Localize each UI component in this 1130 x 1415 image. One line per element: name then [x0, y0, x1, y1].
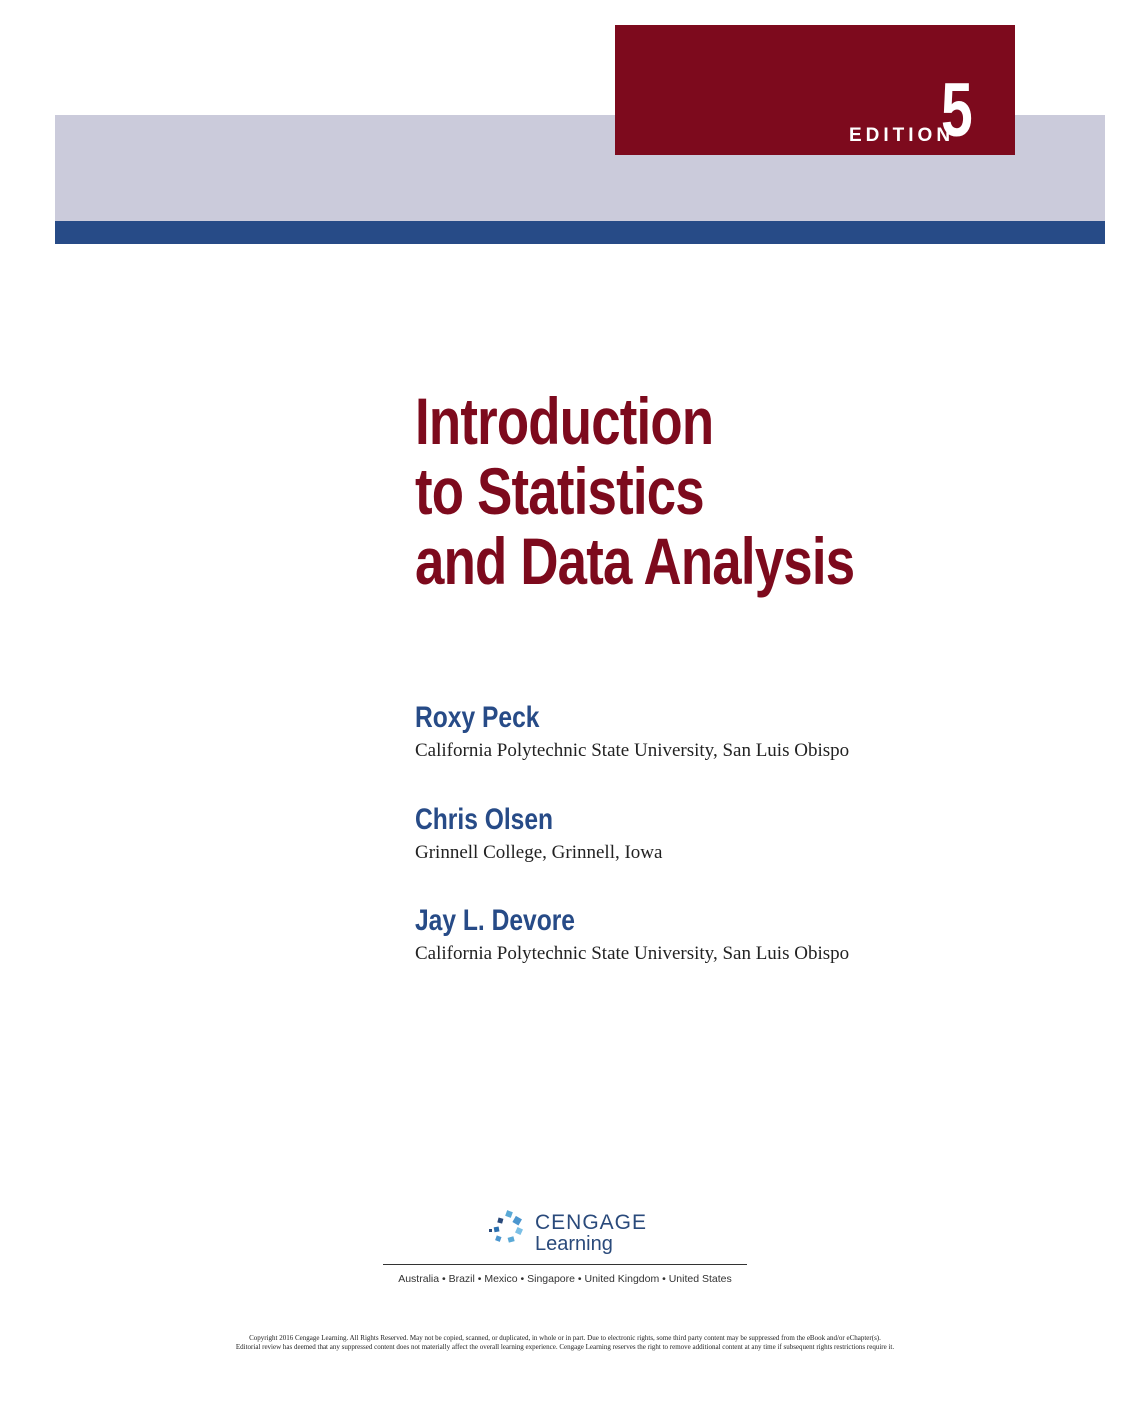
- title-line-2: to Statistics: [415, 454, 704, 528]
- title-line-1: Introduction: [415, 384, 714, 458]
- author-name: Chris Olsen: [415, 803, 554, 836]
- book-title: [415, 386, 854, 596]
- author-affiliation: Grinnell College, Grinnell, Iowa: [415, 842, 663, 863]
- copyright-line-2: Editorial review has deemed that any suppressed content does not materially affect the overall learning experience. Cengage Learning reserves the right to remove additional content at any time if subsequent rights restrictions require it.: [235, 1343, 895, 1351]
- copyright-line-1: Copyright 2016 Cengage Learning. All Rights Reserved. May not be copied, scanned, or duplicated, in whole or in part. Due to electronic rights, some third party content may be suppressed from the eBook and/or eChapter(s).: [249, 1334, 881, 1342]
- cengage-logo-icon: [486, 1209, 530, 1253]
- title-line-3: and Data Analysis: [415, 524, 855, 598]
- logo-text-cengage: CENGAGE: [535, 1211, 648, 1234]
- author-2: [415, 803, 662, 865]
- publisher-divider: [383, 1264, 747, 1265]
- header-band-blue: [55, 221, 1105, 244]
- author-1: [415, 701, 849, 763]
- edition-number: 5: [941, 68, 973, 153]
- author-affiliation: California Polytechnic State University, San Luis Obispo: [415, 943, 850, 964]
- author-3: [415, 904, 849, 966]
- edition-box: [615, 25, 1015, 155]
- author-name: Jay L. Devore: [415, 904, 575, 937]
- logo-text-learning: Learning: [535, 1233, 613, 1255]
- copyright-notice: [0, 1334, 1130, 1352]
- author-affiliation: California Polytechnic State University, San Luis Obispo: [415, 740, 850, 761]
- author-name: Roxy Peck: [415, 701, 540, 734]
- publisher-logo: [486, 1209, 656, 1259]
- edition-label: EDITION: [849, 125, 955, 146]
- publisher-countries: Australia • Brazil • Mexico • Singapore • United Kingdom • United States: [398, 1273, 732, 1285]
